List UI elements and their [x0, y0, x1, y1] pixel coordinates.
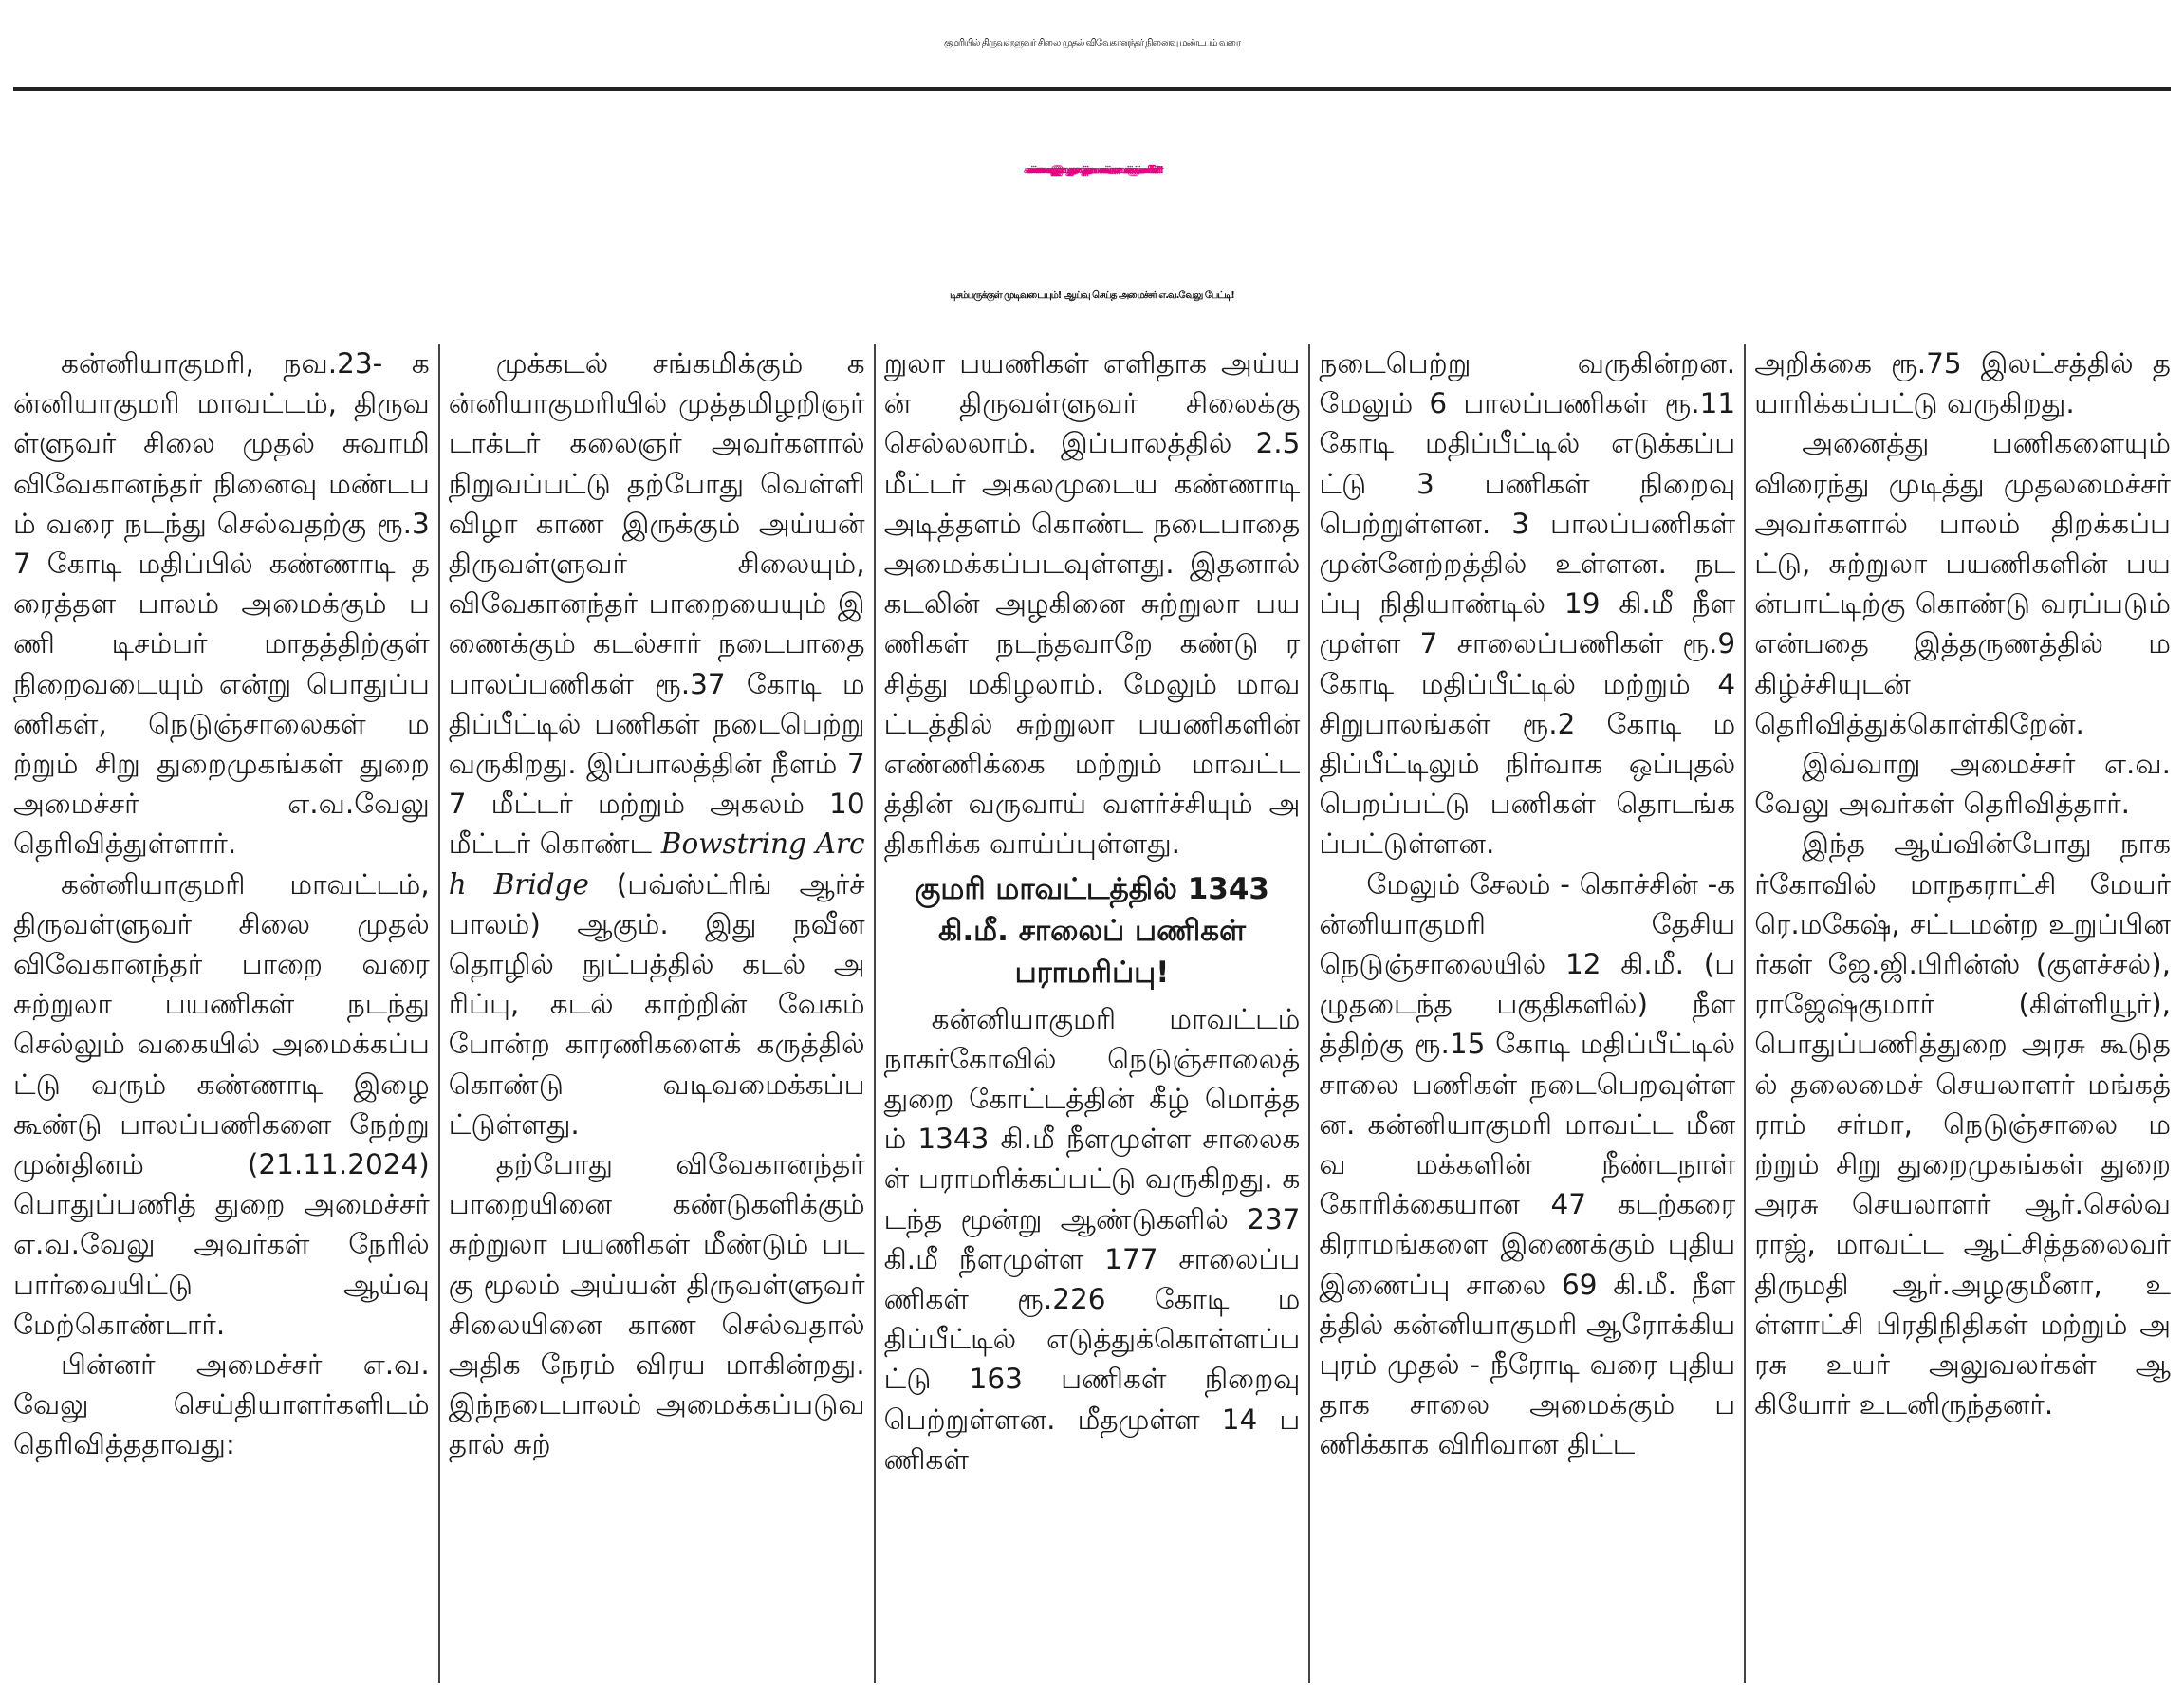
paragraph: இவ்வாறு அமைச்சர் எ.வ.வேலு அவர்கள் தெரிவித்தார். — [1754, 748, 2171, 821]
bridge-english-name: Bowstring Arch Bridge — [448, 827, 865, 901]
article-kicker: குமரியில் திருவள்ளுவர் சிலை முதல் விவேகானந்தர் நினைவு மண்டபம் வரை — [13, 0, 2171, 91]
paragraph: பின்னர் அமைச்சர் எ.வ.வேலு செய்தியாளர்களிடம் தெரிவித்ததாவது: — [13, 1348, 430, 1461]
paragraph: கன்னியாகுமரி மாவட்டம் நாகர்கோவில் நெடுஞ்சாலைத் துறை கோட்டத்தின் கீழ் மொத்தம் 1343 கி.மீ நீளமுள்ள சாலைகள் பராமரிக்கப்பட்டு வருகிறது. கடந்த மூன்று ஆண்டுகளில் 237 கி.மீ நீளமுள்ள 177 சாலைப்பணிகள் ரூ.226 கோடி மதிப்பீட்டில் எடுத்துக்கொள்ளப்பட்டு 163 பணிகள் நிறைவு பெற்றுள்ளன. மீதமுள்ள 14 பணிகள் — [883, 1002, 1301, 1476]
article-columns — [13, 344, 2171, 1683]
column-2 — [438, 344, 874, 1683]
paragraph: இந்த ஆய்வின்போது நாகர்கோவில் மாநகராட்சி மேயர் ரெ.மகேஷ், சட்டமன்ற உறுப்பினர்கள் ஜே.ஜி.பிரின்ஸ் (குளச்சல்), ராஜேஷ்குமார் (கிள்ளியூர்), பொதுப்பணித்துறை அரசு கூடுதல் தலைமைச் செயலாளர் மங்கத் ராம் சர்மா, நெடுஞ்சாலை மற்றும் சிறு துறைமுகங்கள் துறை அரசு செயலாளர் ஆர்.செல்வராஜ், மாவட்ட ஆட்சித்தலைவர் திருமதி ஆர்.அழகுமீனா, உள்ளாட்சி பிரதிநிதிகள் மற்றும் அரசு உயர் அலுவலர்கள் ஆகியோர் உடனிருந்தனர். — [1754, 827, 2171, 1422]
article-headline: கண்ணாடி இழை தரைத்தள பாலம் அமைக்கும் பணிகள்! — [1025, 165, 1159, 176]
section-subheading: குமரி மாவட்டத்தில் 1343 கி.மீ. சாலைப் பணிகள் பராமரிப்பு! — [915, 871, 1269, 990]
paragraph: தற்போது விவேகானந்தர் பாறையினை கண்டுகளிக்கும் சுற்றுலா பயணிகள் மீண்டும் படகு மூலம் அய்யன் திருவள்ளுவர் சிலையினை காண செல்வதால் அதிக நேரம் விரய மாகின்றது. இந்நடைபாலம் அமைக்கப்படுவதால் சுற் — [448, 1148, 865, 1461]
paragraph: அறிக்கை ரூ.75 இலட்சத்தில் தயாரிக்கப்பட்டு வருகிறது. — [1754, 347, 2171, 420]
article-subhead: டிசம்பருக்குள் முடிவடையும்! ஆய்வு செய்த அமைச்சர் எ.வ.வேலு பேட்டி! — [950, 290, 1234, 301]
column-1 — [13, 344, 438, 1683]
paragraph: கன்னியாகுமரி, நவ.23- கன்னியாகுமரி மாவட்டம், திருவள்ளுவர் சிலை முதல் சுவாமி விவேகானந்தர் நினைவு மண்டபம் வரை நடந்து செல்வதற்கு ரூ.37 கோடி மதிப்பில் கண்ணாடி தரைத்தள பாலம் அமைக்கும் பணி டிசம்பர் மாதத்திற்குள் நிறைவடையும் என்று பொதுப்பணிகள், நெடுஞ்சாலைகள் மற்றும் சிறு துறைமுகங்கள் துறை அமைச்சர் எ.வ.வேலு தெரிவித்துள்ளார். — [13, 347, 430, 861]
paragraph: நடைபெற்று வருகின்றன. மேலும் 6 பாலப்பணிகள் ரூ.11 கோடி மதிப்பீட்டில் எடுக்கப்பட்டு 3 பணிகள் நிறைவு பெற்றுள்ளன. 3 பாலப்பணிகள் முன்னேற்றத்தில் உள்ளன. நடப்பு நிதியாண்டில் 19 கி.மீ நீளமுள்ள 7 சாலைப்பணிகள் ரூ.9 கோடி மதிப்பீட்டில் மற்றும் 4 சிறுபாலங்கள் ரூ.2 கோடி மதிப்பீட்டிலும் நிர்வாக ஒப்புதல் பெறப்பட்டு பணிகள் தொடங்கப்பட்டுள்ளன. — [1319, 347, 1736, 861]
paragraph — [449, 344, 865, 1144]
column-4 — [1308, 344, 1744, 1683]
paragraph-text: (பவ்ஸ்ட்ரிங் ஆர்ச் பாலம்) ஆகும். இது நவீன தொழில் நுட்பத்தில் கடல் அரிப்பு, கடல் காற்றின் வேகம் போன்ற காரணிகளைக் கருத்தில் கொண்டு வடிவமைக்கப்பட்டுள்ளது. — [448, 867, 865, 1141]
column-5 — [1744, 344, 2171, 1683]
paragraph-text: முக்கடல் சங்கமிக்கும் கன்னியாகுமரியில் முத்தமிழறிஞர் டாக்டர் கலைஞர் அவர்களால் நிறுவப்பட்டு தற்போது வெள்ளி விழா காண இருக்கும் அய்யன் திருவள்ளுவர் சிலையும், விவேகானந்தர் பாறையையும் இணைக்கும் கடல்சார் நடைபாதை பாலப்பணிகள் ரூ.37 கோடி மதிப்பீட்டில் பணிகள் நடைபெற்று வருகிறது. இப்பாலத்தின் நீளம் 77 மீட்டர் மற்றும் அகலம் 10 மீட்டர் கொண்ட — [448, 347, 865, 861]
column-3 — [874, 344, 1309, 1683]
paragraph: மேலும் சேலம் - கொச்சின் -கன்னியாகுமரி தேசிய நெடுஞ்சாலையில் 12 கி.மீ. (பழுதடைந்த பகுதிகளில்) நீளத்திற்கு ரூ.15 கோடி மதிப்பீட்டில் சாலை பணிகள் நடைபெறவுள்ளன. கன்னியாகுமரி மாவட்ட மீனவ மக்களின் நீண்டநாள் கோரிக்கையான 47 கடற்கரை கிராமங்களை இணைக்கும் புதிய இணைப்பு சாலை 69 கி.மீ. நீளத்தில் கன்னியாகுமரி ஆரோக்கியபுரம் முதல் - நீரோடி வரை புதியதாக சாலை அமைக்கும் பணிக்காக விரிவான திட்ட — [1319, 867, 1736, 1461]
paragraph: கன்னியாகுமரி மாவட்டம், திருவள்ளுவர் சிலை முதல் விவேகானந்தர் பாறை வரை சுற்றுலா பயணிகள் நடந்து செல்லும் வகையில் அமைக்கப்பட்டு வரும் கண்ணாடி இழை கூண்டு பாலப்பணிகளை நேற்று முன்தினம் (21.11.2024) பொதுப்பணித் துறை அமைச்சர் எ.வ.வேலு அவர்கள் நேரில் பார்வையிட்டு ஆய்வு மேற்கொண்டார். — [13, 867, 430, 1341]
paragraph: றுலா பயணிகள் எளிதாக அய்யன் திருவள்ளுவர் சிலைக்கு செல்லலாம். இப்பாலத்தில் 2.5 மீட்டர் அகலமுடைய கண்ணாடி அடித்தளம் கொண்ட நடைபாதை அமைக்கப்படவுள்ளது. இதனால் கடலின் அழகினை சுற்றுலா பயணிகள் நடந்தவாறே கண்டு ரசித்து மகிழலாம். மேலும் மாவட்டத்தில் சுற்றுலா பயணிகளின் எண்ணிக்கை மற்றும் மாவட்டத்தின் வருவாய் வளர்ச்சியும் அதிகரிக்க வாய்ப்புள்ளது. — [883, 347, 1301, 861]
paragraph: அனைத்து பணிகளையும் விரைந்து முடித்து முதலமைச்சர் அவர்களால் பாலம் திறக்கப்பட்டு, சுற்றுலா பயணிகளின் பயன்பாட்டிற்கு கொண்டு வரப்படும் என்பதை இத்தருணத்தில் மகிழ்ச்சியுடன் தெரிவித்துக்கொள்கிறேன். — [1754, 427, 2171, 740]
